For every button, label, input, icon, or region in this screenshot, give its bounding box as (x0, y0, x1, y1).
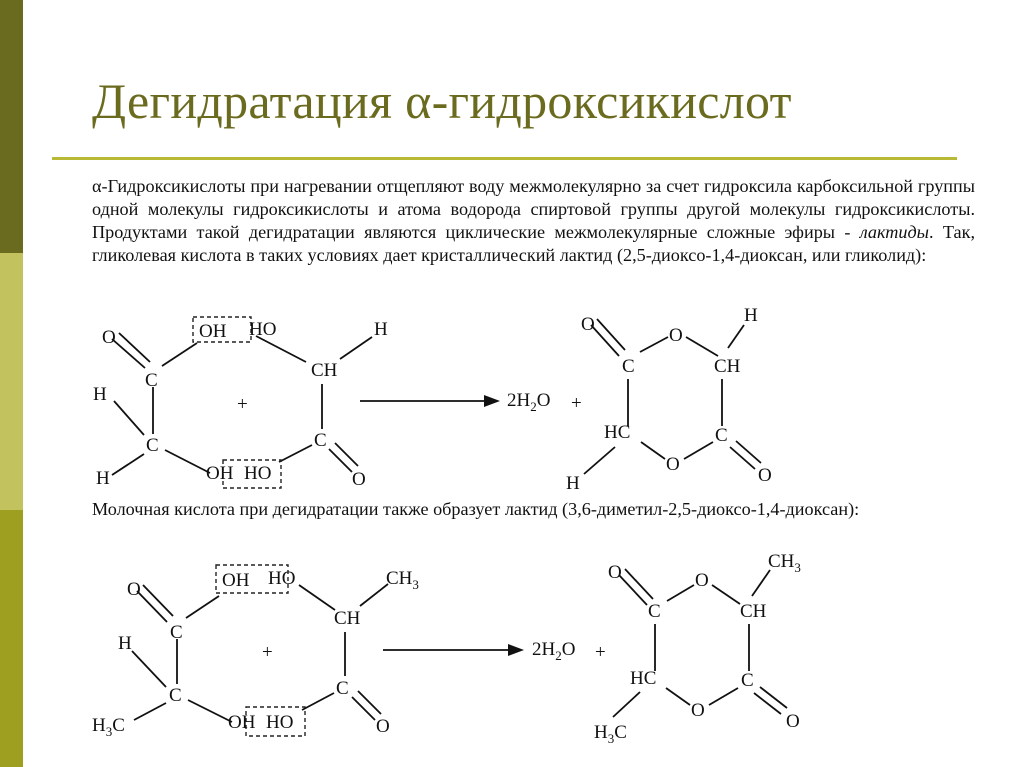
atom-h: H (96, 468, 110, 489)
paragraph-lactic: Молочная кислота при дегидратации также образует лактид (3,6-диметил-2,5-диоксо-1,4-диоксан): (92, 499, 860, 519)
paragraph-term-lactides: лактиды (859, 222, 929, 242)
atom-c: C (715, 425, 728, 446)
atom-o: O (376, 716, 390, 737)
paragraph-text-b: . Так, гликолевая кислота в таких условиях дает кристаллический лактид (2,5-диоксо-1,4-диоксан, или гликолид): (92, 222, 975, 265)
group-ho: HO (266, 712, 294, 733)
atom-h: H (93, 384, 107, 405)
plus-sign: + (262, 642, 273, 663)
reaction-glycolic (93, 305, 772, 494)
group-ch: CH (740, 601, 767, 622)
ring-oxygen: O (691, 700, 705, 721)
atom-o: O (102, 327, 116, 348)
atom-h: H (566, 473, 580, 494)
atom-o: O (786, 711, 800, 732)
group-ch3: $CH_3$ (768, 551, 801, 575)
group-ho: HO (268, 568, 296, 589)
plus-sign: + (595, 642, 606, 663)
atom-h: H (118, 633, 132, 654)
plus-sign: + (237, 394, 248, 415)
group-h3c: $H_3C$ (594, 722, 627, 746)
atom-c: C (146, 435, 159, 456)
water-product: $2H_2O$ (507, 390, 551, 414)
arrow-head (484, 395, 500, 407)
atom-o: O (608, 562, 622, 583)
atom-c: C (314, 430, 327, 451)
group-h3c: $H_3C$ (92, 715, 125, 739)
ring-oxygen: O (669, 325, 683, 346)
slide-title: Дегидратация α-гидроксикислот (92, 73, 792, 129)
atom-c: C (648, 601, 661, 622)
plus-sign: + (571, 393, 582, 414)
atom-o: O (758, 465, 772, 486)
group-hc: HC (630, 668, 657, 689)
group-oh: OH (228, 712, 256, 733)
atom-c: C (170, 622, 183, 643)
atom-c: C (622, 356, 635, 377)
group-ch3: $CH_3$ (386, 568, 419, 592)
group-oh: OH (222, 570, 250, 591)
ring-oxygen: O (666, 454, 680, 475)
atom-o: O (127, 579, 141, 600)
water-product: $2H_2O$ (532, 639, 576, 663)
group-ch: CH (311, 360, 338, 381)
atom-o: O (352, 469, 366, 490)
atom-c: C (169, 685, 182, 706)
group-ho: HO (244, 463, 272, 484)
group-oh: OH (199, 321, 227, 342)
group-ch: CH (334, 608, 361, 629)
atom-c: C (145, 370, 158, 391)
group-ch: CH (714, 356, 741, 377)
atom-c: C (741, 670, 754, 691)
atom-h: H (744, 305, 758, 326)
atom-o: O (581, 314, 595, 335)
arrow-head (508, 644, 524, 656)
group-ho: HO (249, 319, 277, 340)
reaction-lactic (92, 551, 801, 746)
atom-c: C (336, 678, 349, 699)
paragraph-text-a: α-Гидроксикислоты при нагревании отщепляют воду межмолекулярно за счет гидроксила карбоксильной группы одной молекулы гидроксикислоты и атома водорода спиртовой группы другой молекулы гидроксикислоты. Продуктами такой дегидратации являются циклические межмолекулярные сложные эфиры - (92, 176, 975, 242)
ring-oxygen: O (695, 570, 709, 591)
atom-h: H (374, 319, 388, 340)
group-hc: HC (604, 422, 631, 443)
group-oh: OH (206, 463, 234, 484)
